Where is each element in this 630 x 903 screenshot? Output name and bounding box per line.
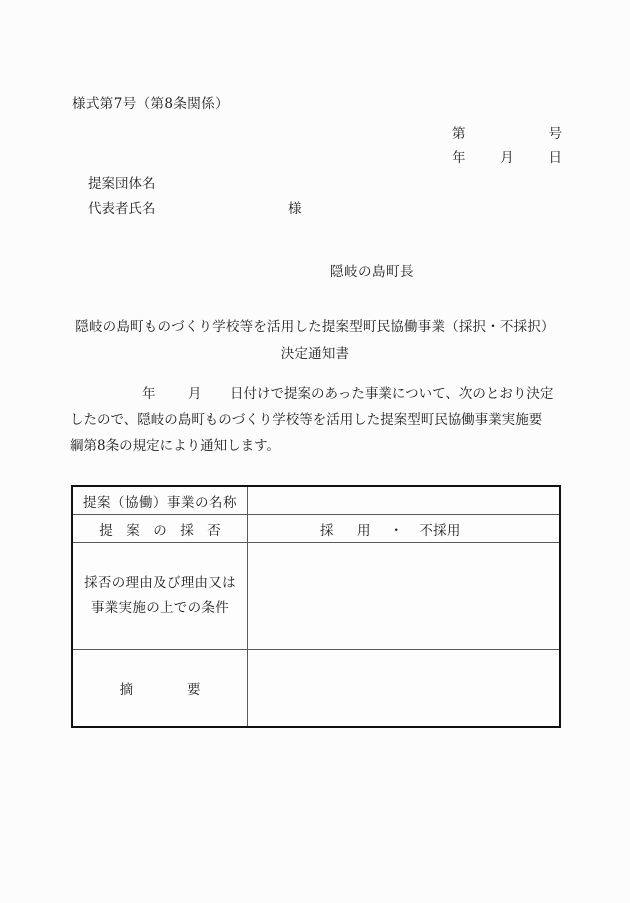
date-day-label: 日 xyxy=(548,150,562,166)
document-date-row xyxy=(452,146,562,170)
issuer-name: 隠岐の島町長 xyxy=(330,264,414,280)
table-cell-label-remarks xyxy=(72,650,248,728)
addressee-organization-label: 提案団体名 xyxy=(88,176,156,192)
table-cell-value-remarks[interactable] xyxy=(248,650,561,728)
form-number: 様式第7号（第8条関係） xyxy=(72,96,229,112)
body-line-3 xyxy=(70,433,560,459)
date-year-label: 年 xyxy=(452,150,466,166)
body-year-blank: 年 xyxy=(142,386,156,402)
body-line-3-text: 綱第8条の規定により通知します。 xyxy=(70,438,281,454)
body-line-1-text: 日付けで提案のあった事業について、次のとおり決定 xyxy=(230,386,554,402)
table-cell-value-reason[interactable] xyxy=(248,543,561,650)
body-line-2-text: したので、隠岐の島町ものづくり学校等を活用した提案型町民協働事業実施要 xyxy=(70,412,543,428)
document-title xyxy=(0,314,630,368)
adoption-choice-group xyxy=(248,519,559,539)
addressee-honorific: 様 xyxy=(288,201,302,217)
addressee-representative-line xyxy=(88,197,302,222)
option-not-adopted[interactable]: 不採用 xyxy=(419,522,461,539)
table-cell-label-project-name xyxy=(72,486,248,515)
body-line-1 xyxy=(70,381,560,407)
document-number-row xyxy=(452,122,562,146)
document-meta-block xyxy=(440,122,570,170)
table-row xyxy=(72,515,560,543)
label-remarks: 摘 要 xyxy=(119,682,201,698)
table-row xyxy=(72,543,560,650)
option-separator: ・ xyxy=(389,522,404,539)
table-row xyxy=(72,650,560,728)
table-cell-label-reason xyxy=(72,543,248,650)
table-cell-value-adoption xyxy=(248,515,561,543)
table-cell-label-adoption xyxy=(72,515,248,543)
decision-table xyxy=(71,485,561,728)
addressee-representative-label: 代表者氏名 xyxy=(88,201,156,217)
body-month-blank: 月 xyxy=(188,386,202,402)
addressee-organization-line xyxy=(88,172,156,197)
date-month-label: 月 xyxy=(500,150,514,166)
addressee-block xyxy=(88,172,302,222)
table-row xyxy=(72,486,560,515)
body-paragraph xyxy=(70,381,560,459)
label-adoption: 提 案 の 採 否 xyxy=(99,522,221,539)
table-cell-value-project-name[interactable] xyxy=(248,486,561,515)
label-reason-line-2: 事業実施の上での条件 xyxy=(91,600,229,616)
option-adopted[interactable]: 採 用 xyxy=(320,522,376,539)
document-title-line-1: 隠岐の島町ものづくり学校等を活用した提案型町民協働事業（採択・不採択） xyxy=(75,319,555,335)
body-line-2 xyxy=(70,407,560,433)
label-reason-line-1: 採否の理由及び理由又は xyxy=(84,575,236,591)
document-title-line-2: 決定通知書 xyxy=(280,346,350,362)
document-number-label: 第 xyxy=(452,126,466,142)
label-project-name: 提案（協働）事業の名称 xyxy=(83,494,237,511)
document-number-suffix: 号 xyxy=(548,126,562,142)
